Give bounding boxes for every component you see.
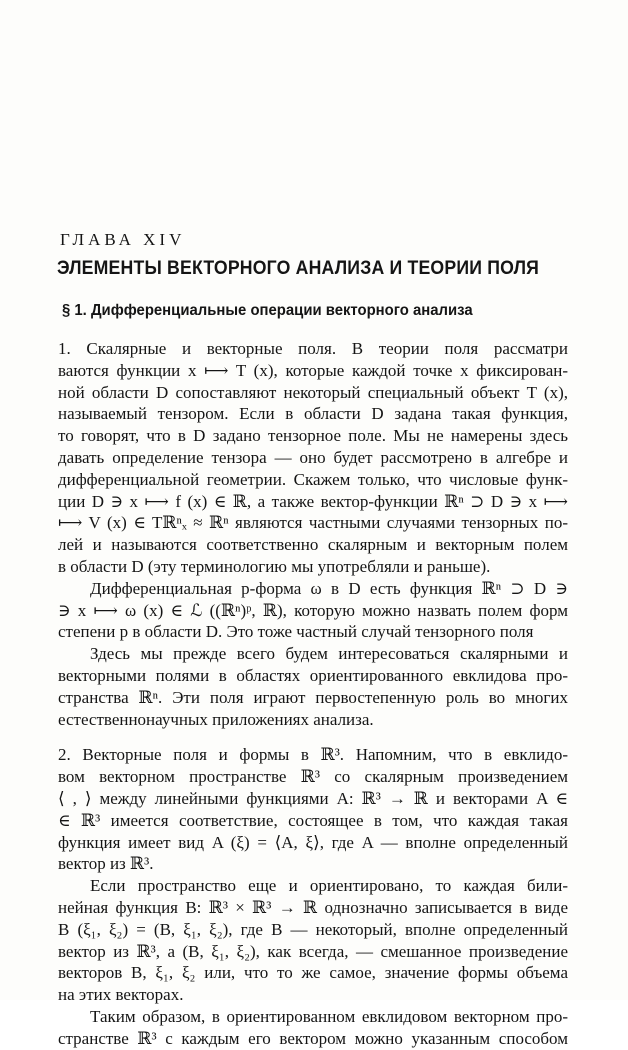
chapter-title: ЭЛЕМЕНТЫ ВЕКТОРНОГО АНАЛИЗА И ТЕОРИИ ПОЛЯ [57, 258, 540, 279]
text-line: на этих векторах. [58, 985, 184, 1005]
paragraph-scalar-vector-fields [58, 338, 568, 578]
text-line: степени p в области D. Это тоже частный случай тензорного поля [58, 622, 534, 642]
paragraph-differential-forms [58, 578, 568, 643]
paragraph-conclusion [58, 1006, 568, 1050]
text-line: давать определение тензора — оно будет рассмотрено в алгебре и [58, 447, 568, 467]
text-line: дифференциальной геометрии. Скажем только, что числовые функ- [58, 469, 568, 489]
text-line: то говорят, что в D задано тензорное поле. Мы не намерены здесь [58, 426, 568, 446]
text-line: ции D ∋ x ⟼ f (x) ∈ ℝ, а также вектор-функции ℝⁿ ⊃ D ∋ x ⟼ [58, 491, 568, 511]
text-line: ∋ x ⟼ ω (x) ∈ ℒ ((ℝⁿ)ᵖ, ℝ), которую можно назвать полем форм [58, 600, 568, 620]
text-line: ной области D сопоставляют некоторый специальный объект T (x), [58, 382, 568, 402]
text-line: нейная функция B: ℝ³ × ℝ³ → ℝ однозначно записывается в виде [58, 897, 568, 917]
text-line: ваются функции x ⟼ T (x), которые каждой точке x фиксирован- [58, 360, 568, 380]
text-line: ⟨ , ⟩ между линейными функциями A: ℝ³ → ℝ и векторами A ∈ [58, 788, 568, 808]
paragraph-oriented-space [58, 643, 568, 730]
paragraph-bilinear-function [58, 875, 568, 1006]
text-line: Здесь мы прежде всего будем интересоваться скалярными и [90, 644, 568, 664]
text-line: вектор из ℝ³. [58, 854, 154, 874]
text-line: называемый тензором. Если в области D задана такая функция, [58, 404, 568, 424]
text-line: вектор из ℝ³, а (B, ξ₁, ξ₂), как всегда, — смешанное произведение [58, 941, 568, 961]
text-line: лей и называются соответственно скалярным и векторным полем [58, 535, 568, 555]
text-line: странстве ℝ³ с каждым его вектором можно указанным способом [58, 1028, 568, 1048]
text-line: Если пространство еще и ориентировано, то каждая били- [90, 876, 568, 896]
text-line: ⟼ V (x) ∈ Tℝⁿₓ ≈ ℝⁿ являются частными случаями тензорных по- [58, 513, 568, 533]
text-line: B (ξ₁, ξ₂) = (B, ξ₁, ξ₂), где B — некоторый, вполне определенный [58, 919, 568, 939]
text-line: Таким образом, в ориентированном евклидовом векторном про- [90, 1006, 568, 1026]
text-line: векторов B, ξ₁, ξ₂ или, что то же самое, значение формы объема [58, 963, 568, 983]
section-title: § 1. Дифференциальные операции векторного анализа [62, 302, 473, 319]
body-text [58, 338, 568, 1050]
text-line: странства ℝⁿ. Эти поля играют первостепенную роль во многих [58, 687, 568, 707]
text-line: 1. Скалярные и векторные поля. В теории поля рассматри [58, 339, 568, 358]
text-line: 2. Векторные поля и формы в ℝ³. Напомним, что в евклидо- [58, 745, 568, 765]
text-line: векторными полями в областях ориентированного евклидова про- [58, 665, 568, 685]
paragraph-vector-fields-forms [58, 744, 568, 875]
text-line: ∈ ℝ³ имеется соответствие, состоящее в том, что каждая такая [58, 810, 568, 830]
text-line: естественнонаучных приложениях анализа. [58, 709, 374, 729]
text-line: Дифференциальная p-форма ω в D есть функция ℝⁿ ⊃ D ∋ [90, 578, 568, 598]
chapter-label: ГЛАВА XIV [60, 230, 186, 249]
text-line: в области D (эту терминологию мы употребляли и раньше). [58, 556, 491, 576]
text-line: вом векторном пространстве ℝ³ со скалярным произведением [58, 767, 568, 787]
text-line: функция имеет вид A (ξ) = ⟨A, ξ⟩, где A — вполне определенный [58, 832, 568, 852]
